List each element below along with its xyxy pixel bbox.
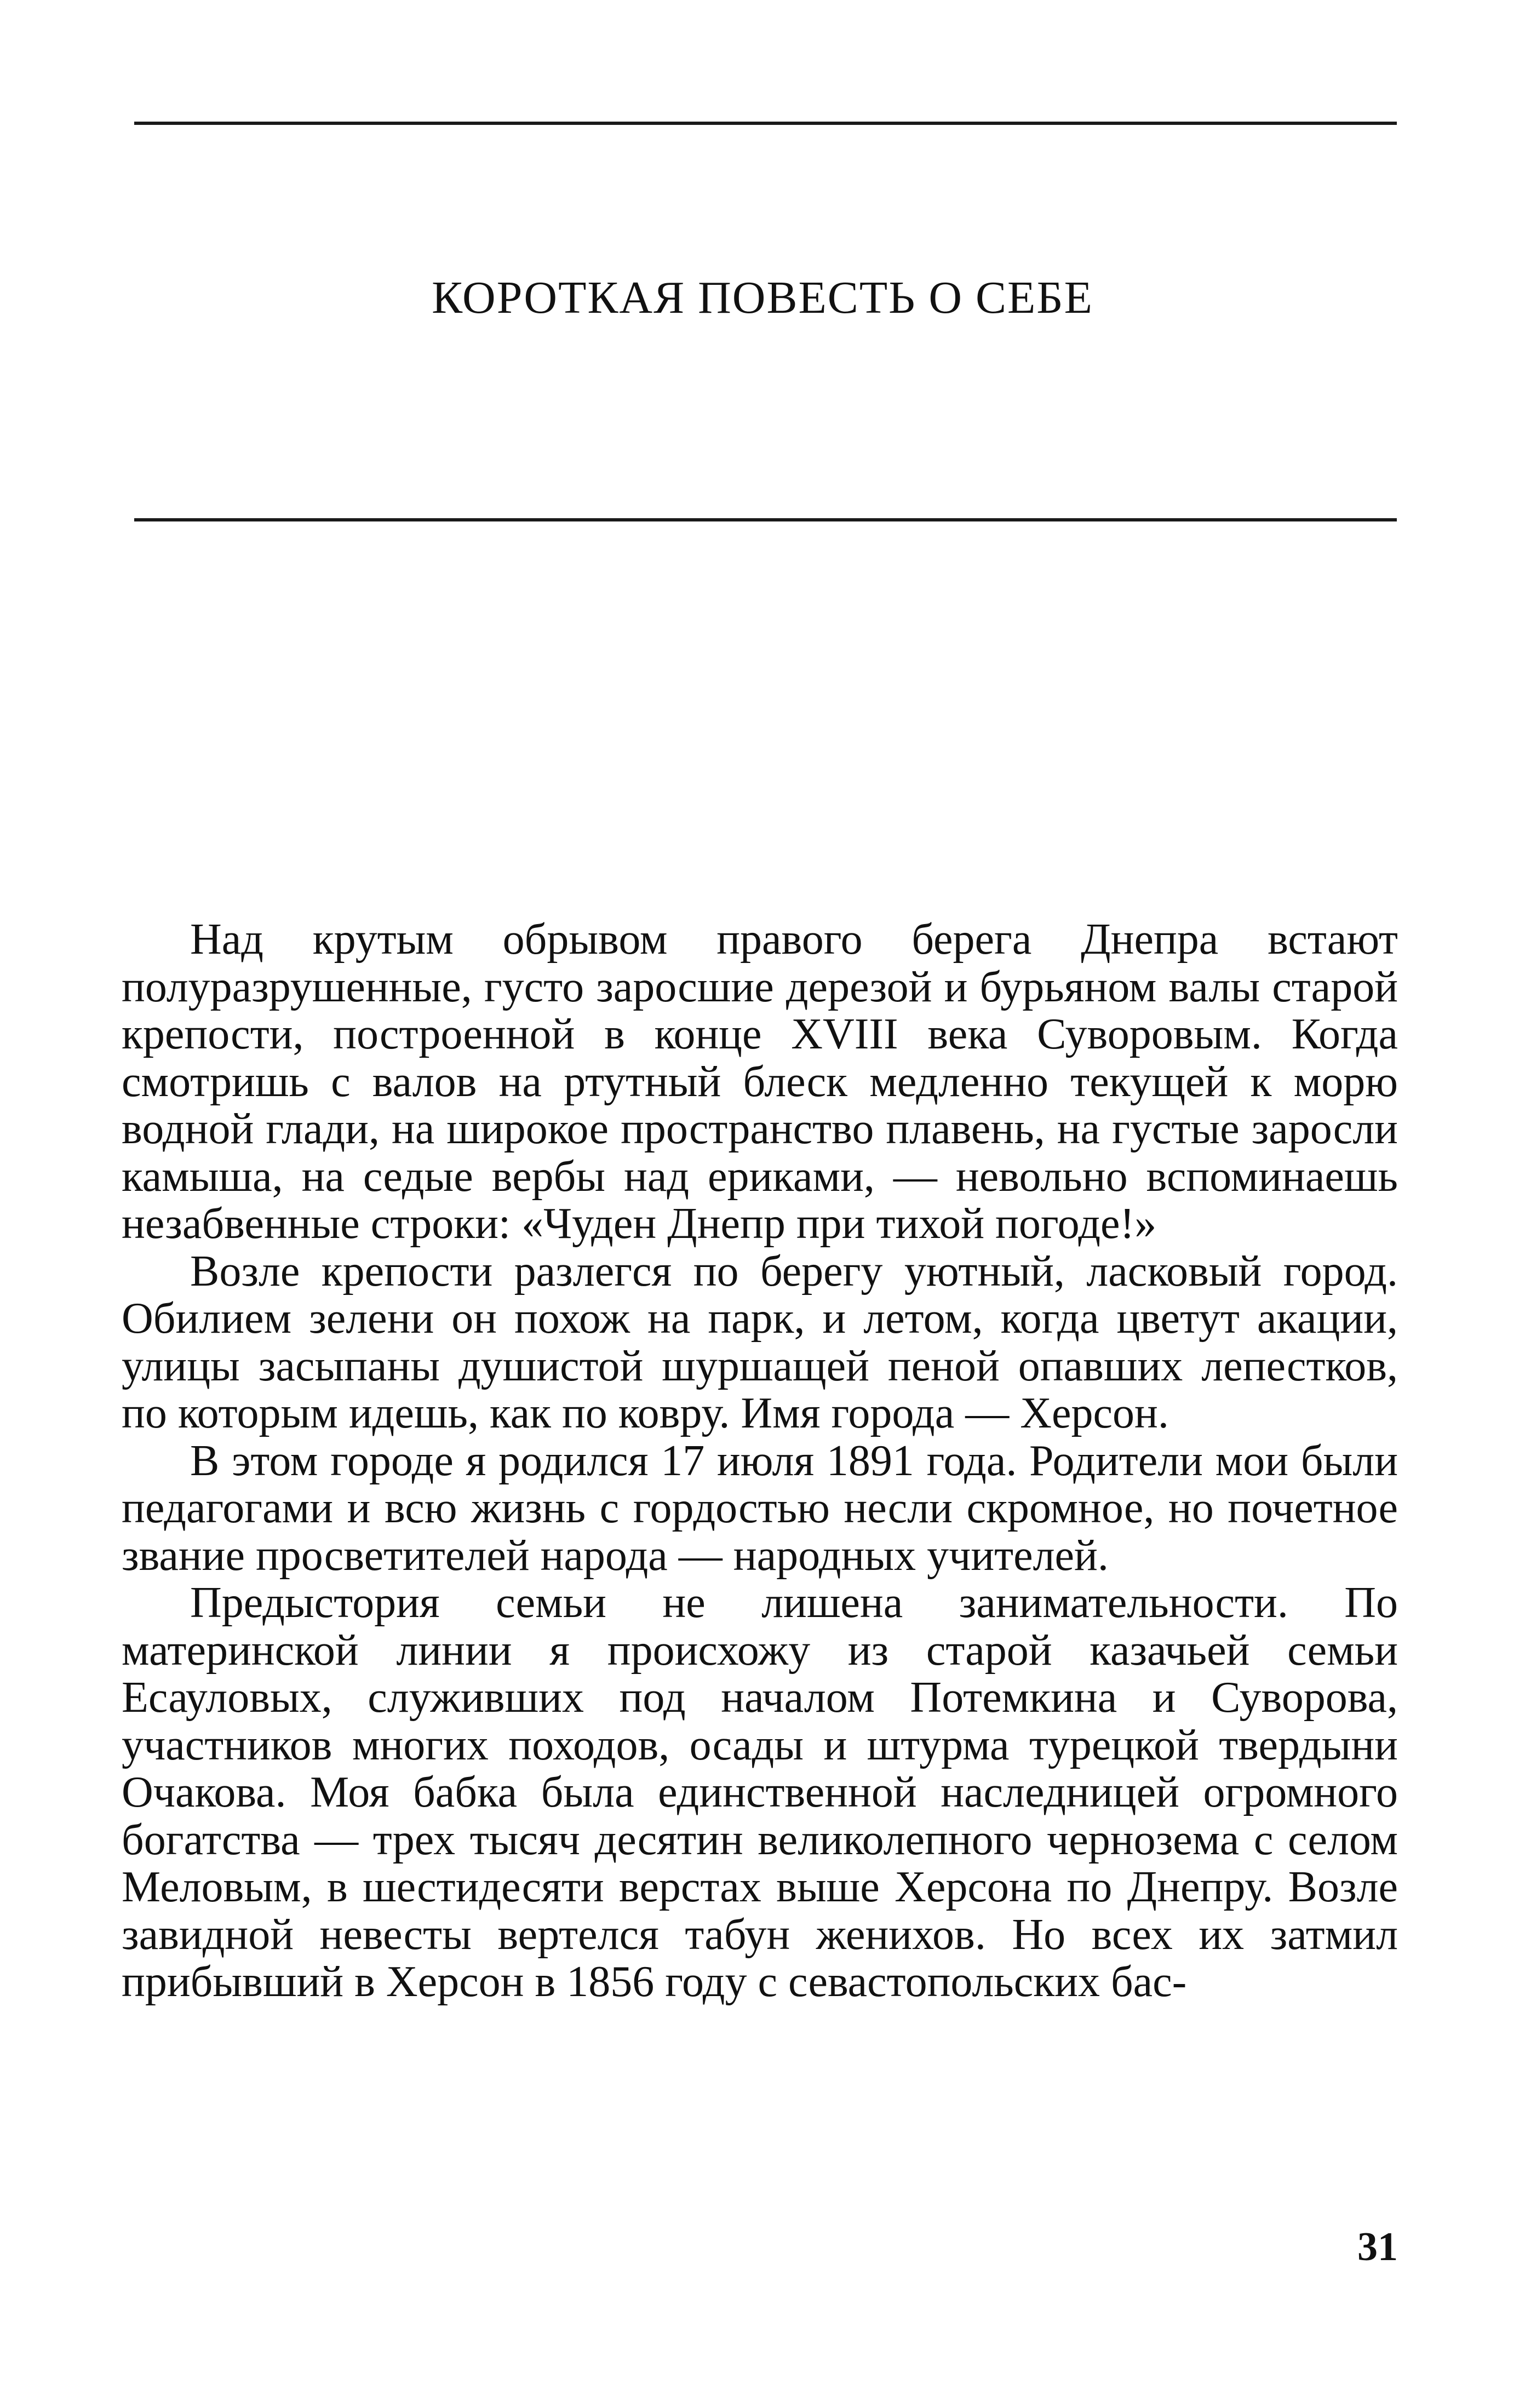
- body-text: [122, 916, 1398, 2006]
- paragraph: В этом городе я родился 17 июля 1891 года. Родители мои были педагогами и всю жизнь с гордостью несли скромное, но почетное звание просветителей народа — народных учителей.: [122, 1436, 1398, 1580]
- paragraph: Над крутым обрывом правого берега Днепра встают полуразрушенные, густо заросшие дерезой и бурьяном валы старой крепости, построенной в конце XVIII века Суворовым. Когда смотришь с валов на ртутный блеск медленно текущей к морю водной глади, на широкое пространство плавень, на густые заросли камыша, на седые вербы над ериками, — невольно вспоминаешь незабвенные строки: «Чуден Днепр при тихой погоде!»: [122, 915, 1398, 1248]
- chapter-title: КОРОТКАЯ ПОВЕСТЬ О СЕБЕ: [432, 272, 1093, 323]
- page-number: 31: [1357, 2224, 1398, 2269]
- paragraph: Предыстория семьи не лишена занимательности. По материнской линии я происхожу из старой казачьей семьи Есауловых, служивших под началом Потемкина и Суворова, участников многих походов, осады и штурма турецкой твердыни Очакова. Моя бабка была единственной наследницей огромного богатства — трех тысяч десятин великолепного чернозема с селом Меловым, в шестидесяти верстах выше Херсона по Днепру. Возле завидной невесты вертелся табун женихов. Но всех их затмил прибывший в Херсон в 1856 году с севастопольских бас-: [122, 1579, 1398, 2006]
- title-underline-rule: [134, 518, 1397, 521]
- top-rule: [134, 122, 1397, 125]
- paragraph: Возле крепости разлегся по берегу уютный, ласковый город. Обилием зелени он похож на парк, и летом, когда цветут акации, улицы засыпаны душистой шуршащей пеной опавших лепестков, по которым идешь, как по ковру. Имя города — Херсон.: [122, 1247, 1398, 1437]
